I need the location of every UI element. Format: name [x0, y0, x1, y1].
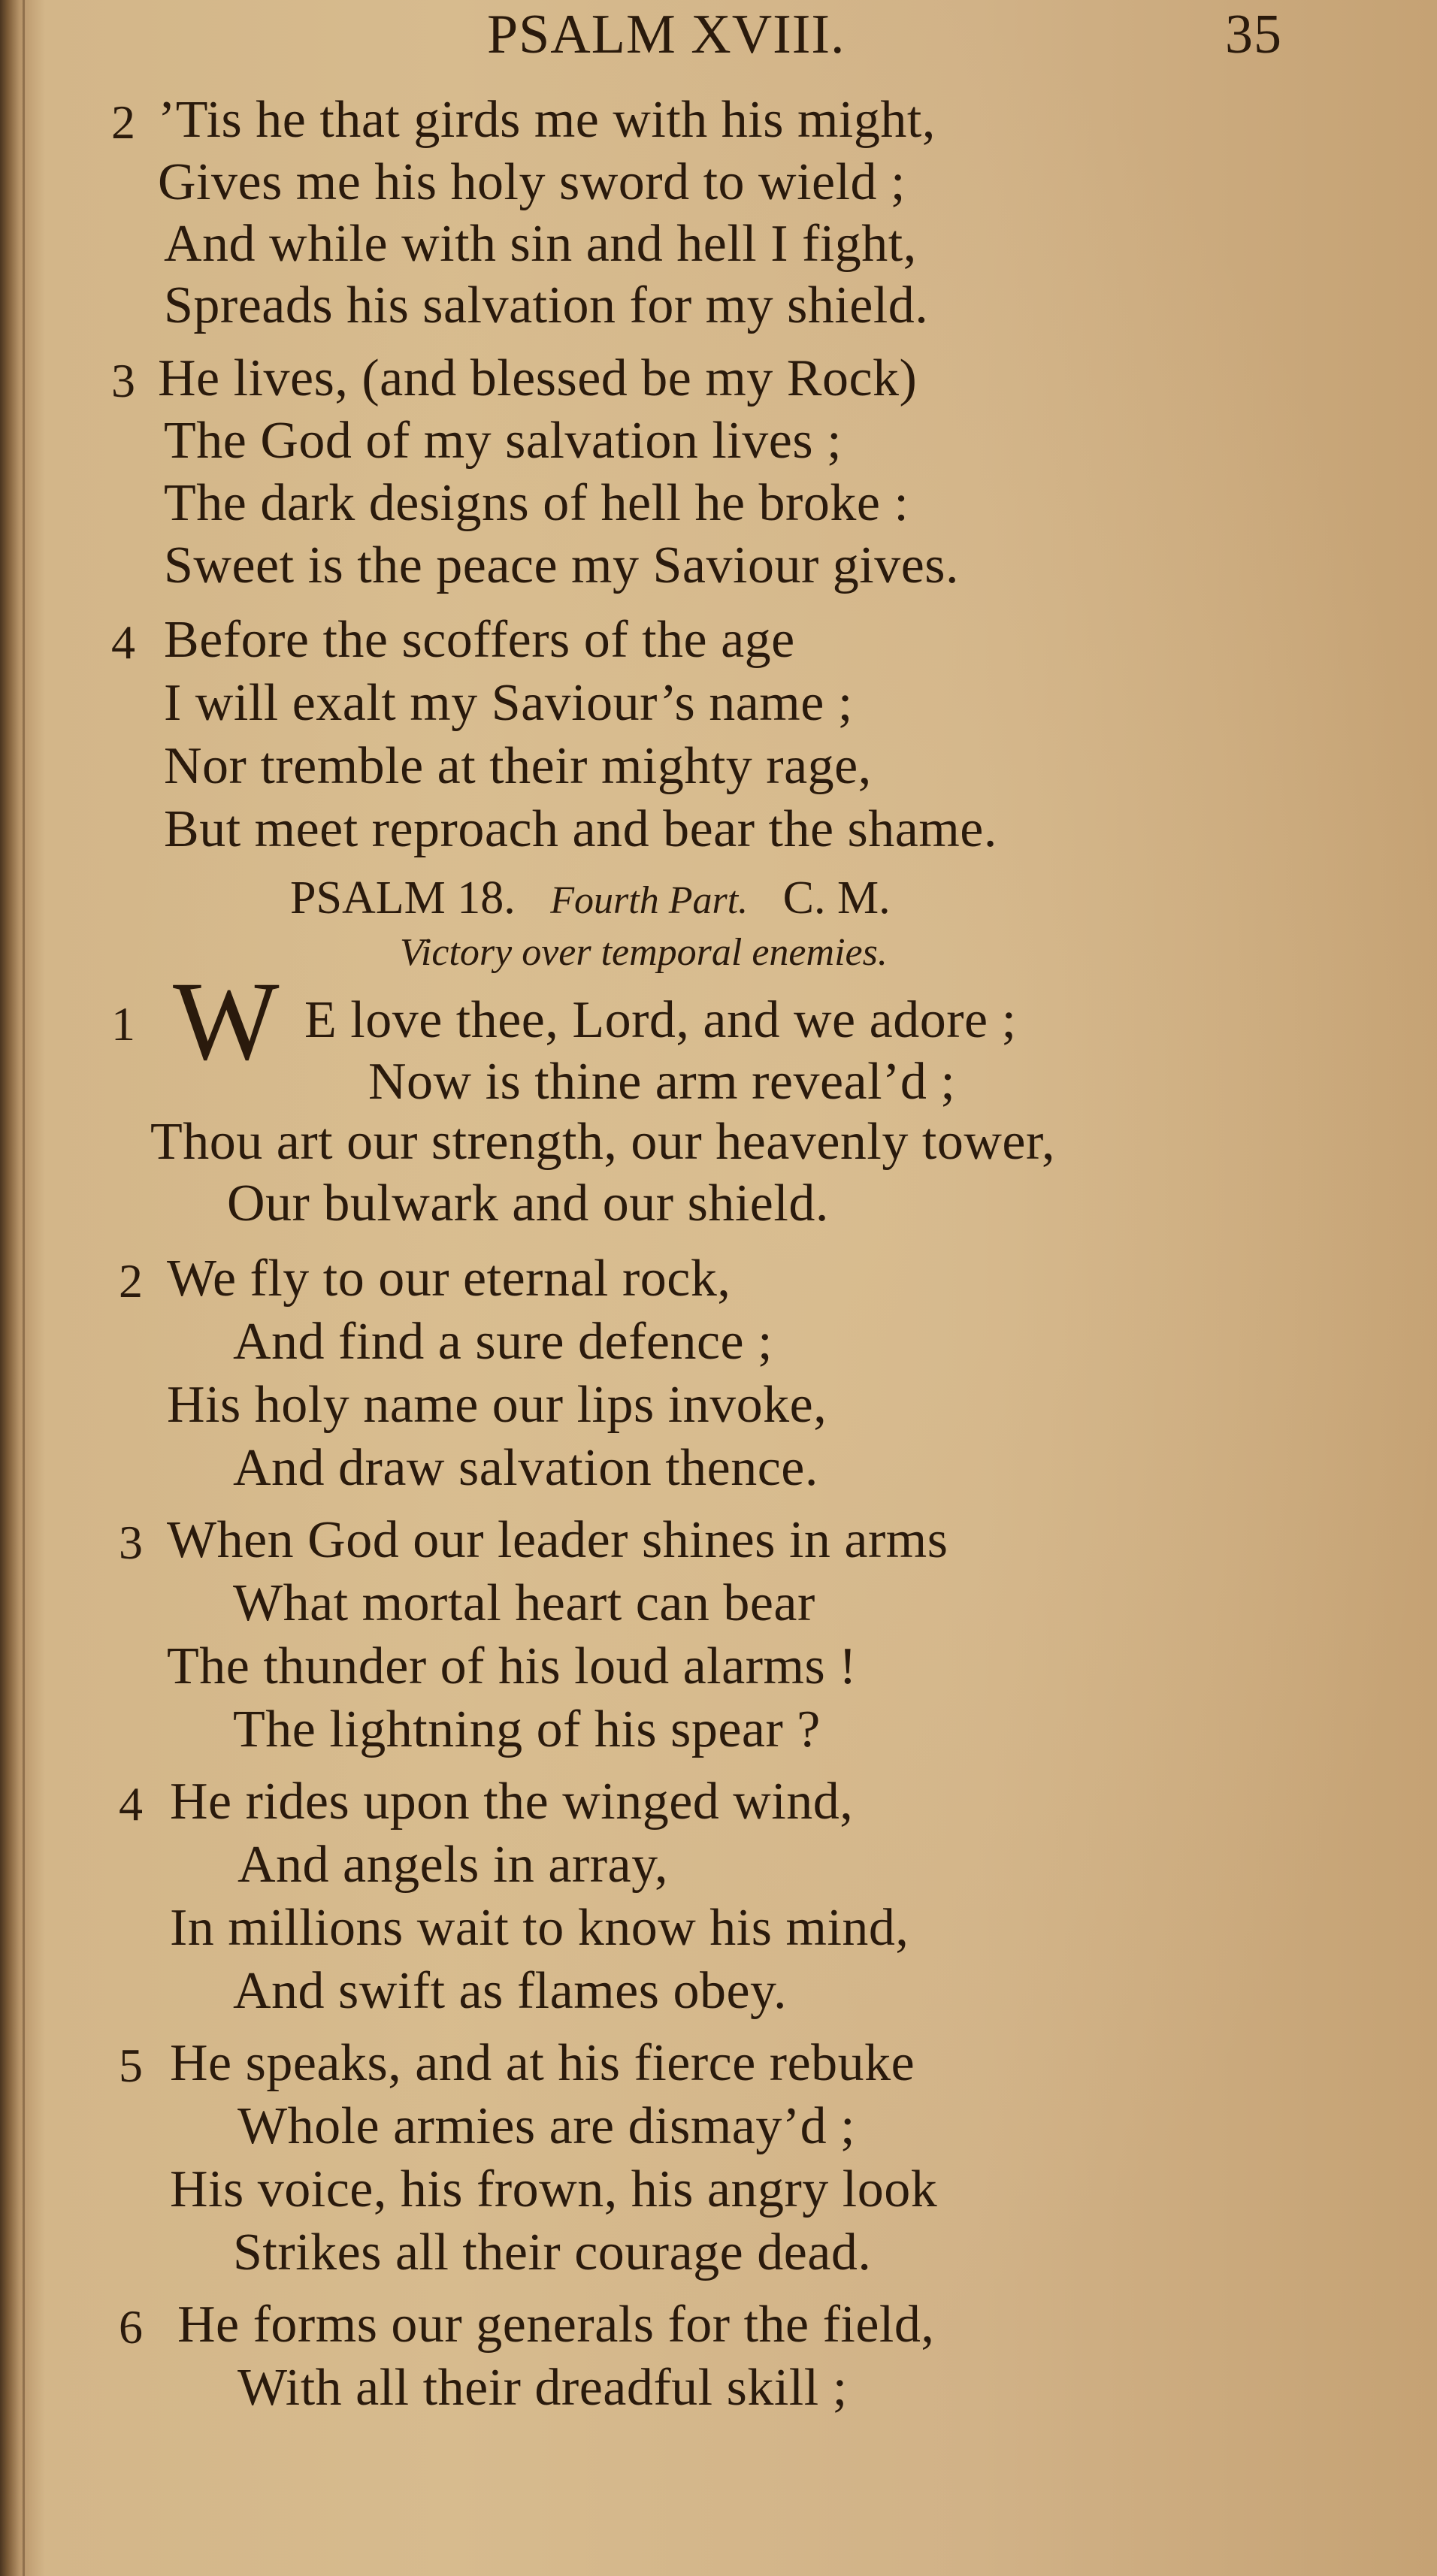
verse-line: Nor tremble at their mighty rage,	[164, 737, 872, 795]
verse-line: His holy name our lips invoke,	[167, 1376, 827, 1434]
verse-line: ’Tis he that girds me with his might,	[158, 91, 936, 149]
running-header-title: PSALM XVIII.	[487, 4, 846, 65]
verse-line: Thou art our strength, our heavenly tower,	[150, 1113, 1055, 1171]
stanza-number: 2	[111, 95, 135, 149]
verse-line: The lightning of his spear ?	[233, 1701, 821, 1758]
drop-cap: W	[173, 959, 280, 1084]
verse-line: The God of my salvation lives ;	[164, 412, 843, 470]
verse-line: We fly to our eternal rock,	[167, 1250, 731, 1308]
verse-line: And find a sure defence ;	[233, 1313, 773, 1371]
verse-line: He forms our generals for the field,	[177, 2296, 935, 2354]
verse-line: And angels in array,	[237, 1836, 669, 1894]
verse-line: And while with sin and hell I fight,	[164, 215, 917, 273]
section-meter: C. M.	[782, 872, 891, 924]
verse-line: In millions wait to know his mind,	[170, 1899, 909, 1957]
verse-line: Spreads his salvation for my shield.	[164, 277, 929, 334]
stanza-number: 3	[111, 354, 135, 407]
verse-line: When God our leader shines in arms	[167, 1511, 948, 1569]
verse-line: He rides upon the winged wind,	[170, 1773, 854, 1831]
stanza-number: 2	[119, 1254, 143, 1308]
stanza-number: 4	[111, 615, 135, 669]
verse-line: I will exalt my Saviour’s name ;	[164, 674, 853, 732]
stanza-number: 5	[119, 2039, 143, 2092]
verse-line: Before the scoffers of the age	[164, 611, 795, 669]
verse-line: With all their dreadful skill ;	[237, 2359, 848, 2417]
stanza-number: 3	[119, 1516, 143, 1569]
section-subtitle: Victory over temporal enemies.	[400, 931, 888, 974]
section-title: PSALM 18.	[290, 872, 516, 924]
page-spine-edge	[23, 0, 25, 2576]
verse-line: The thunder of his loud alarms !	[167, 1637, 858, 1695]
verse-line: But meet reproach and bear the shame.	[164, 800, 997, 858]
section-part: Fourth Part.	[550, 879, 749, 922]
verse-line: What mortal heart can bear	[233, 1574, 815, 1632]
stanza-number: 4	[119, 1777, 143, 1831]
page-number: 35	[1225, 4, 1282, 65]
verse-line: Strikes all their courage dead.	[233, 2224, 872, 2281]
verse-line: And draw salvation thence.	[233, 1439, 818, 1497]
verse-line: Now is thine arm reveal’d ;	[368, 1053, 956, 1111]
verse-line: Our bulwark and our shield.	[227, 1175, 829, 1232]
verse-line: He speaks, and at his fierce rebuke	[170, 2034, 915, 2092]
verse-line: His voice, his frown, his angry look	[170, 2160, 938, 2218]
verse-line: E love thee, Lord, and we adore ;	[304, 991, 1017, 1049]
verse-line: Whole armies are dismay’d ;	[237, 2097, 856, 2155]
verse-line: Sweet is the peace my Saviour gives.	[164, 537, 960, 594]
verse-line: Gives me his holy sword to wield ;	[158, 153, 906, 211]
verse-line: He lives, (and blessed be my Rock)	[158, 349, 918, 407]
section-heading	[290, 872, 891, 925]
stanza-number: 1	[111, 997, 135, 1051]
verse-line: And swift as flames obey.	[233, 1962, 787, 2020]
verse-line: The dark designs of hell he broke :	[164, 474, 909, 532]
stanza-number: 6	[119, 2300, 143, 2354]
